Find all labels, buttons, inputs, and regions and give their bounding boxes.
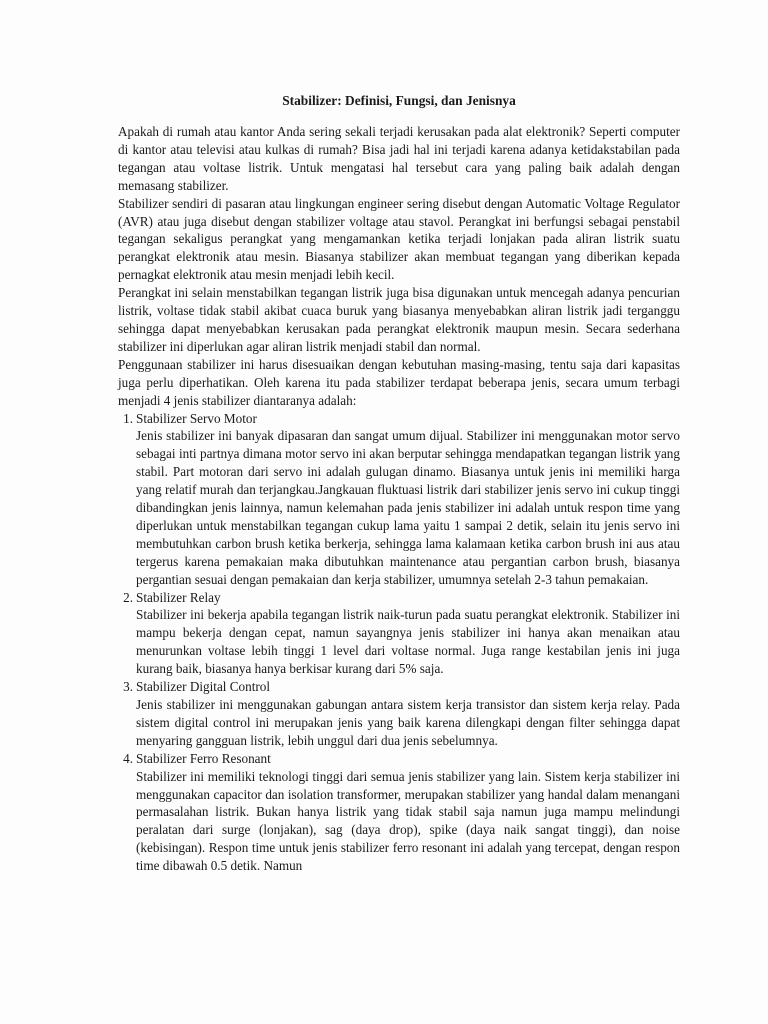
list-item xyxy=(118,678,680,750)
list-item-title: Stabilizer Digital Control xyxy=(136,679,271,695)
list-item-number: 1. xyxy=(123,410,133,426)
paragraph-types-intro: Penggunaan stabilizer ini harus disesuaikan dengan kebutuhan masing-masing, tentu saja dari kapasitas juga perlu diperhatikan. Oleh karena itu pada stabilizer terdapat beberapa jenis, secara umum terbagi menjadi 4 jenis stabilizer diantaranya adalah: xyxy=(118,356,680,408)
paragraph-function: Perangkat ini selain menstabilkan tegangan listrik juga bisa digunakan untuk mencegah adanya pencurian listrik, voltase tidak stabil akibat cuaca buruk yang biasanya menyebabkan aliran listrik jadi terganggu sehingga dapat menyebabkan kerusakan pada perangkat elektronik maupun mesin. Secara sederhana stabilizer ini diperlukan agar aliran listrik menjadi stabil dan normal. xyxy=(118,285,680,354)
list-item xyxy=(118,410,680,589)
paragraph-definition: Stabilizer sendiri di pasaran atau lingkungan engineer sering disebut dengan Automatic Voltage Regulator (AVR) atau juga disebut dengan stabilizer voltage atau stavol. Perangkat ini berfungsi sebagai penstabil tegangan sekaligus perangkat yang mengamankan ketika terjadi lonjakan pada aliran listrik suatu perangkat elektronik atau mesin. Biasanya stabilizer akan membuat tegangan yang diberikan kepada pernagkat elektronik atau mesin menjadi lebih kecil. xyxy=(118,195,680,283)
list-item-number: 4. xyxy=(123,750,133,766)
list-item-body: Stabilizer ini memiliki teknologi tinggi dari semua jenis stabilizer yang lain. Sistem kerja stabilizer ini menggunakan capacitor dan isolation transformer, merupakan stabilizer yang handal dalam menangani permasalahan listrik. Bukan hanya listrik yang tidak stabil saja namun juga mampu melindungi peralatan dari surge (lonjakan), sag (daya drop), spike (daya naik sangat tinggi), dan noise (kebisingan). Respon time untuk jenis stabilizer ferro resonant ini adalah yang tercepat, dengan respon time dibawah 0.5 detik. Namun xyxy=(136,768,680,874)
list-item-title: Stabilizer Ferro Resonant xyxy=(136,750,271,766)
document-content xyxy=(118,92,680,875)
list-item-body: Jenis stabilizer ini menggunakan gabungan antara sistem kerja transistor dan sistem kerja relay. Pada sistem digital control ini merupakan jenis yang baik karena dilengkapi dengan filter sehingga dapat menyaring gangguan listrik, lebih unggul dari dua jenis sebelumnya. xyxy=(136,697,680,748)
list-item-title: Stabilizer Servo Motor xyxy=(136,410,257,426)
list-item-number: 3. xyxy=(123,679,133,695)
list-item-body: Stabilizer ini bekerja apabila tegangan listrik naik-turun pada suatu perangkat elektronik. Stabilizer ini mampu bekerja dengan cepat, namun sayangnya jenis stabilizer ini hanya akan menaikan atau menurunkan voltase lebih tinggi 1 level dari voltase normal. Juga range kestabilan jenis ini juga kurang baik, biasanya hanya berkisar kurang dari 5% saja. xyxy=(136,607,680,677)
list-item xyxy=(118,750,680,875)
list-item-title: Stabilizer Relay xyxy=(136,589,221,605)
paragraph-intro: Apakah di rumah atau kantor Anda sering sekali terjadi kerusakan pada alat elektronik? Seperti computer di kantor atau televisi atau kulkas di rumah? Bisa jadi hal ini terjadi karena adanya ketidakstabilan pada tegangan atau voltase listrik. Untuk mengatasi hal tersebut cara yang paling baik adalah dengan memasang stabilizer. xyxy=(118,124,680,193)
list-item-body: Jenis stabilizer ini banyak dipasaran dan sangat umum dijual. Stabilizer ini menggunakan motor servo sebagai inti partnya dimana motor servo ini akan berputar sehingga mendapatkan tegangan listrik yang stabil. Part motoran dari servo ini adalah gulugan dinamo. Biasanya untuk jenis ini memiliki harga yang relatif murah dan terjangkau.Jangkauan fluktuasi listrik dari stabilizer jenis servo ini cukup tinggi dibandingkan jenis lainnya, namun kelemahan pada jenis stabilizer ini adalah untuk respon time yang diperlukan untuk menstabilkan tegangan cukup lama yaitu 1 sampai 2 detik, selain itu jenis servo ini membutuhkan carbon brush ketika berkerja, sehingga lama kalamaan ketika carbon brush ini aus atau tergerus karena pemakaian maka dibutuhkan maintenance atau pergantian carbon brush, biasanya pergantian sesuai dengan pemakaian dan kerja stabilizer, umumnya setelah 2-3 tahun pemakaian. xyxy=(136,428,680,587)
document-title: Stabilizer: Definisi, Fungsi, dan Jenisnya xyxy=(282,93,516,108)
list-item-number: 2. xyxy=(123,589,133,605)
list-item xyxy=(118,589,680,679)
stabilizer-types-list xyxy=(118,410,680,876)
